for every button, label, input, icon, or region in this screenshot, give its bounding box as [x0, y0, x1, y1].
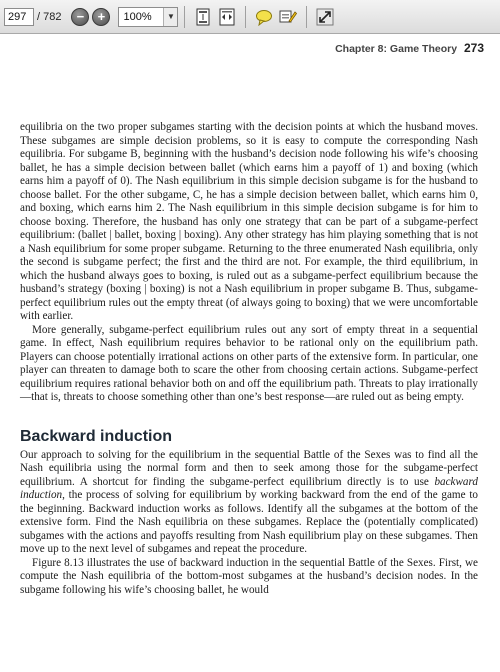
zoom-in-button[interactable] [92, 8, 110, 26]
paragraph: equilibria on the two proper subgames starting with the decision points at which the husband moves. These subgames are simple decision problems, so it is easy to compute the corresponding Nash equilibria. For subgame B, beginning with the husband’s decision node following his wife’s choosing ballet, he has a simple decision between ballet (which earns him a payoff of 1) and boxing (which earns him a payoff of 0). The Nash equilibrium in this simple decision subgame is for the husband to choose ballet. For the other subgame, C, he has a simple decision between ballet, which earns him 0, and boxing, which earns him 2. The Nash equilibrium in this simple decision subgame is for him to choose boxing. Therefore, the husband has only one strategy that can be part of a subgame-perfect equilibrium: (ballet | ballet, boxing | boxing). Any other strategy has him playing something that is not a Nash equilibrium for some proper subgame. Returning to the three enumerated Nash equilibria, only the second is subgame perfect; the first and the third are not. For example, the third equilibrium, in which the husband always goes to boxing, is ruled out as a subgame-perfect equilibrium because the husband’s strategy (boxing | boxing) is not a Nash equilibrium in proper subgame B. Thus, subgame-perfect equilibrium rules out the empty threat (of always going to boxing) that we were uncomfortable with earlier. [20, 121, 478, 322]
paragraph [20, 449, 478, 557]
toolbar-separator [245, 6, 246, 28]
toolbar-separator [184, 6, 185, 28]
section-heading: Backward induction [20, 427, 173, 445]
fullscreen-icon [316, 8, 334, 26]
comment-icon [255, 8, 273, 26]
paragraph-text: Our approach to solving for the equilibrium in the sequential Battle of the Sexes was to find all the Nash equilibria using the normal form and then to seek among those for the subgame-perfect equilibrium. A shortcut for finding the subgame-perfect equilibrium directly is to use [20, 448, 478, 488]
page-total: / 782 [37, 10, 62, 23]
chapter-title: Chapter 8: Game Theory [335, 43, 458, 55]
zoom-out-button[interactable] [71, 8, 89, 26]
page-number: 273 [463, 41, 484, 55]
document-page [0, 35, 500, 672]
fit-page-icon [195, 8, 211, 26]
fit-page-button[interactable] [193, 7, 213, 27]
paragraph: Figure 8.13 illustrates the use of backward induction in the sequential Battle of the Sexes. First, we compute the Nash equilibria of the bottom-most subgames at the husband’s decision nodes. In the subgame following his wife’s choosing ballet, he would [20, 556, 478, 596]
paragraph-text: , the process of solving for equilibrium by working backward from the end of the game to the beginning. Backward induction works as follows. Identify all the subgames at the bottom of the extensive form. Find the Nash equilibria on these subgames. Replace the (potentially complicated) subgames with the actions and payoffs resulting from Nash equilibrium play on these subgames. Then move up to the next level of subgames and repeat the procedure. [20, 489, 478, 555]
zoom-select[interactable] [118, 7, 178, 27]
running-head [335, 41, 484, 55]
body-text [20, 121, 478, 597]
highlight-button[interactable] [278, 7, 298, 27]
zoom-value: 100% [123, 10, 152, 23]
highlight-icon [279, 8, 297, 26]
toolbar-separator [306, 6, 307, 28]
fit-width-button[interactable] [217, 7, 237, 27]
emphasis-term: backward induction [20, 475, 478, 501]
page-number-input[interactable] [4, 8, 34, 26]
fit-width-icon [219, 8, 235, 26]
minus-icon: − [76, 9, 85, 24]
comment-button[interactable] [254, 7, 274, 27]
plus-icon: + [97, 9, 106, 24]
pdf-toolbar [0, 0, 500, 34]
page-viewport [0, 35, 500, 672]
fullscreen-button[interactable] [315, 7, 335, 27]
chevron-down-icon[interactable]: ▼ [163, 8, 177, 26]
paragraph: More generally, subgame-perfect equilibrium rules out any sort of empty threat in a sequential game. In effect, Nash equilibrium requires behavior to be rational only on the equilibrium path. Players can choose potentially irrational actions on other parts of the extensive form. In particular, one player can threaten to damage both to scare the other from choosing certain actions. Subgame-perfect equilibrium requires rational behavior both on and off the equilibrium path. Threats to play irrationally—that is, threats to choose something other than one’s best response—are ruled out as being empty. [20, 323, 478, 403]
